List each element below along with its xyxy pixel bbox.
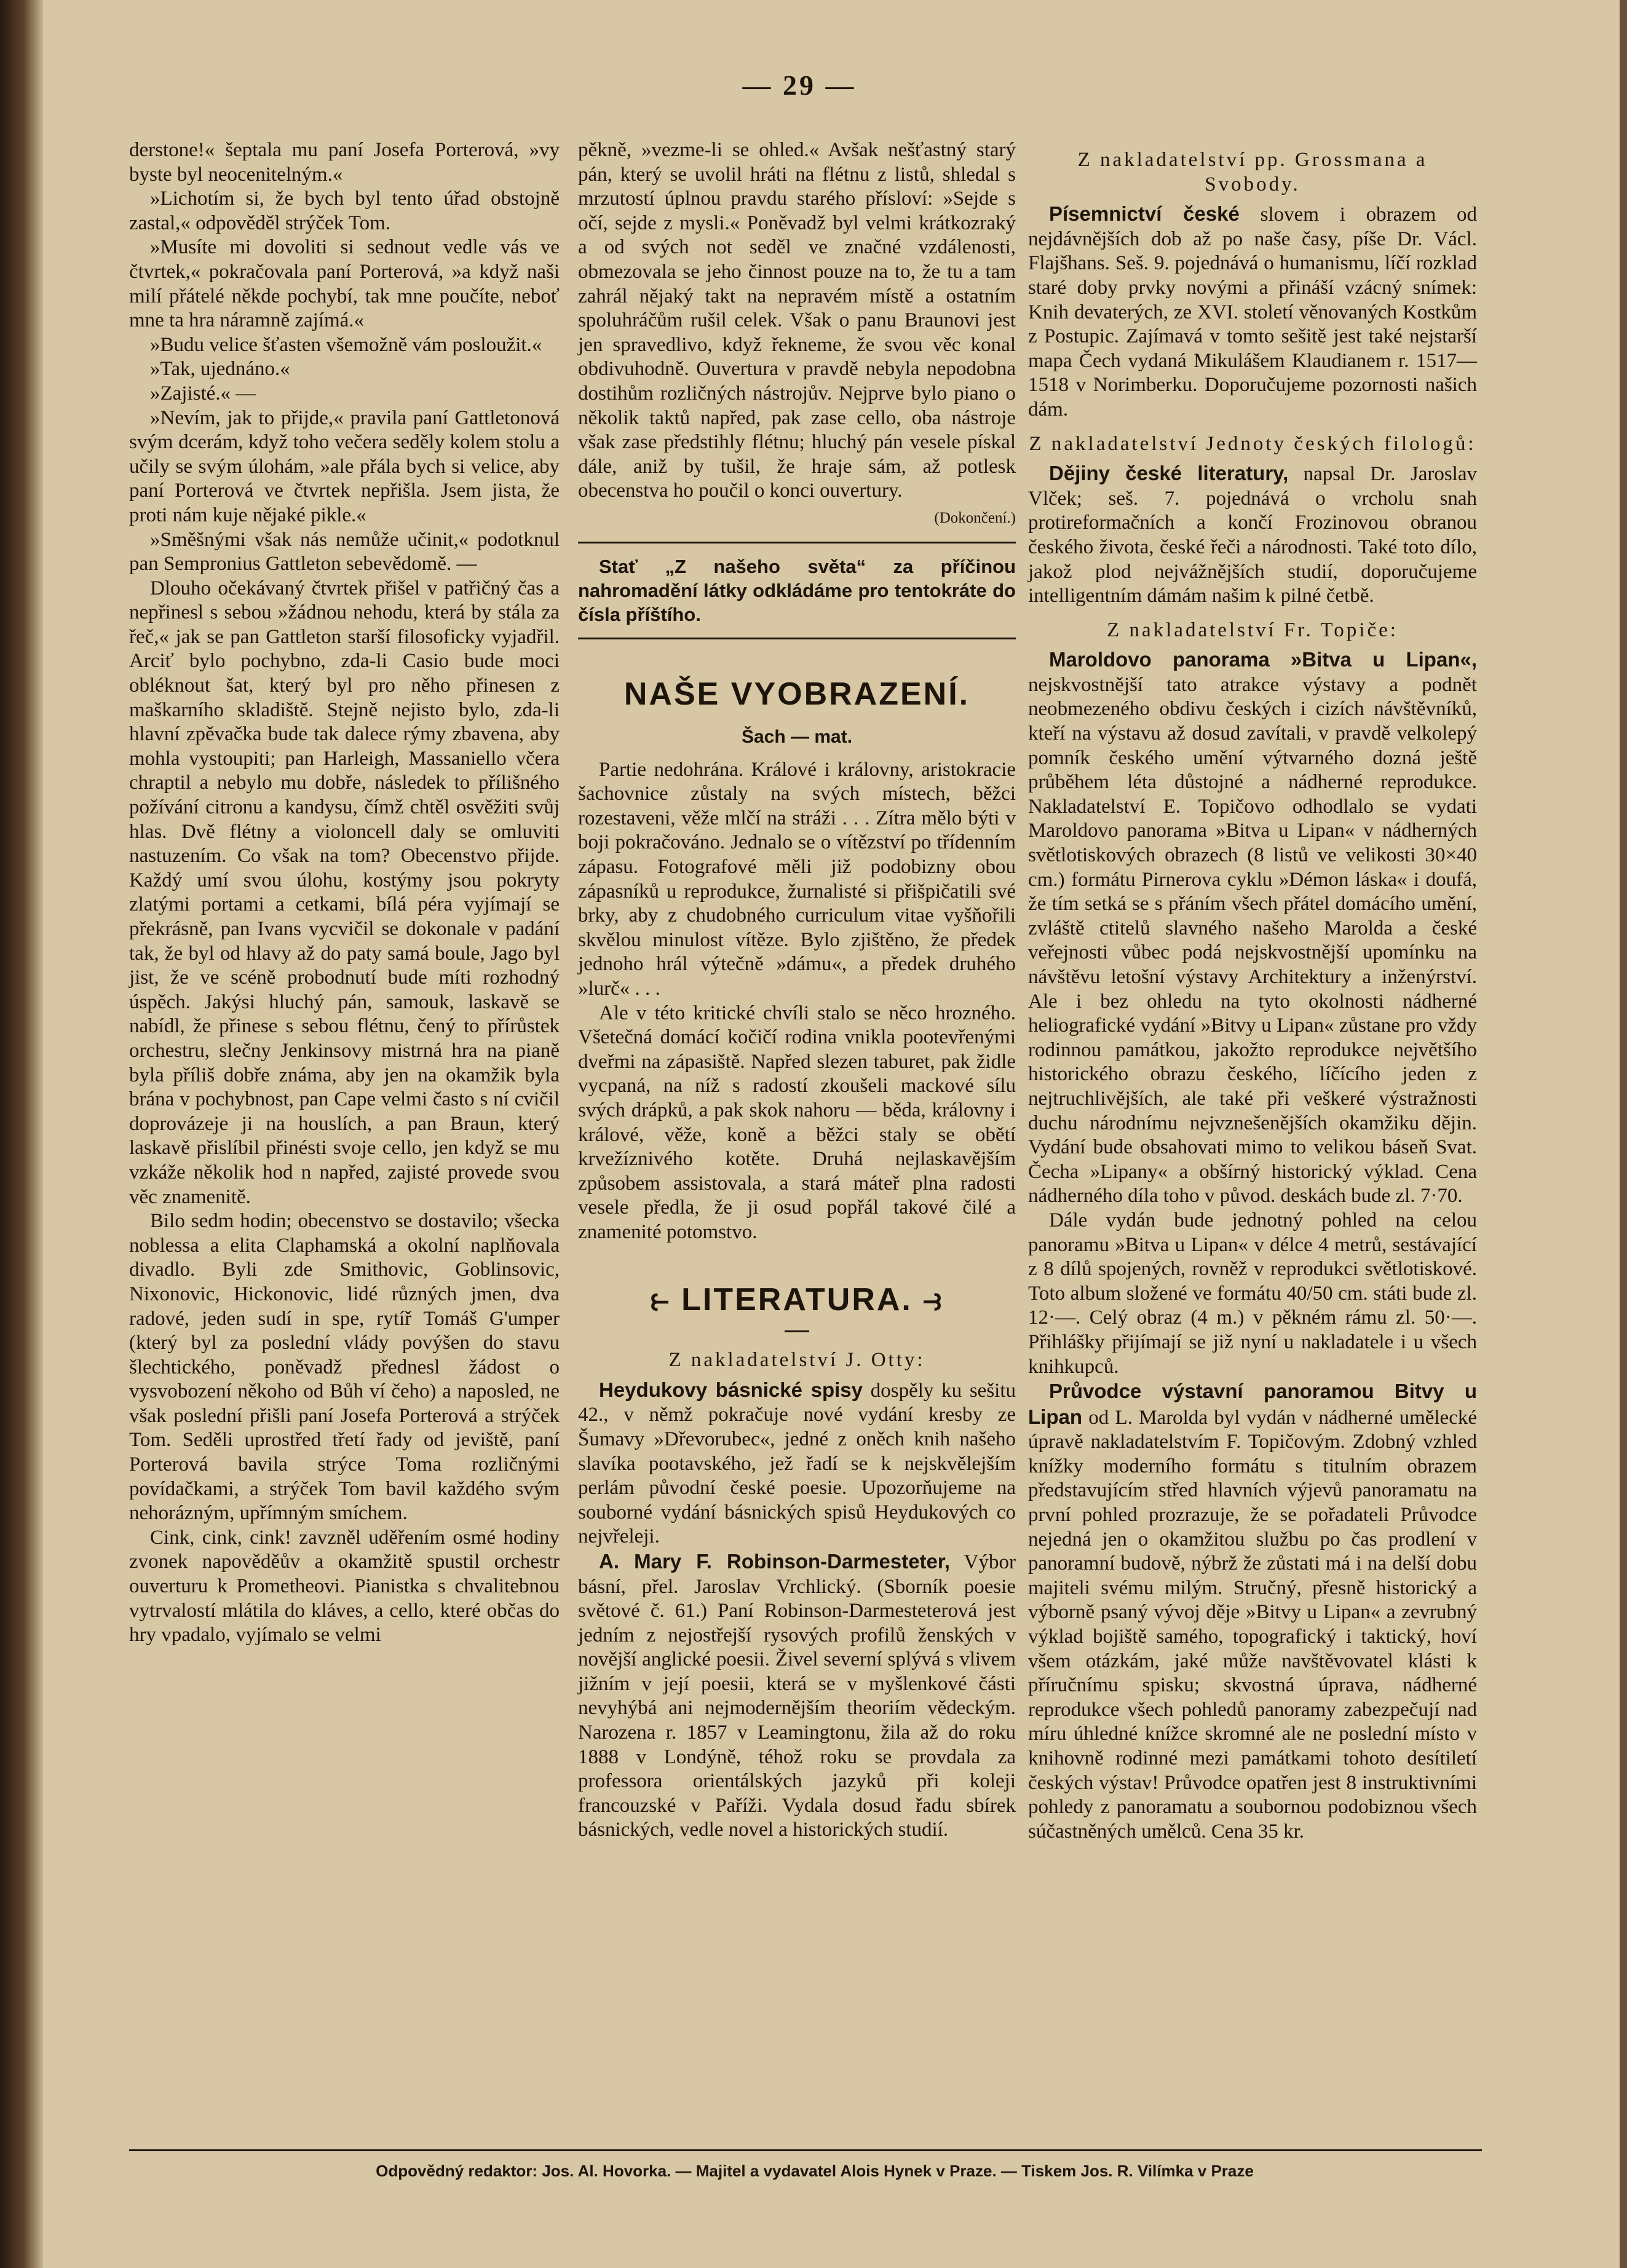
paragraph: derstone!« šeptala mu paní Josefa Porterová, »vy byste byl neocenitelným.«: [129, 139, 560, 186]
paragraph: Bilo sedm hodin; obecenstvo se dostavilo; všecka noblessa a elita Claphamská a okolní naplňovala divadlo. Byli zde Smithovic, Goblinsovic, Nixonovic, Hickonovic, lidé různých jmen, dva radové, jeden sudí in spe, rytíř Tomáš G'umper (který byl za poslední vlády povýšen do stavu šlechtického, poněvadž přednesl žádost o vysvobození někoho od Bůh ví čeho) a naposled, ne však poslední přišli paní Josefa Porterová a strýček Tom. Seděli uprostřed třetí řady od jeviště, paní Porterová bavila strýce Toma rozličnými povídačkami, a strýček Tom bavil každého svým nehorázným, upřímným smíchem.: [129, 1210, 560, 1525]
column-3: [1028, 138, 1477, 1844]
paragraph: »Nevím, jak to přijde,« pravila paní Gattletonová svým dcerám, když toho večera seděly kolem stolu a učily se svým úlohám, »ale přála bych si velice, aby paní Porterová ve čtvrtek nepřišla. Jsem jista, že proti nám kuje nějaké pikle.«: [129, 406, 560, 526]
page-number: — 29 —: [742, 69, 857, 101]
book-title: Maroldovo panorama »Bitva u Lipan«,: [1049, 648, 1477, 671]
divider: [578, 542, 1016, 543]
paragraph: Cink, cink, cink! zavzněl uděřením osmé hodiny zvonek napověděův a okamžitě spustil orchestr ouverturu k Prometheovi. Pianistka s chvalitebnou vytrvalostí mlátila do kláves, a cello, které občas do hry vpadalo, vyjímalo se velmi: [129, 1526, 560, 1646]
paragraph: [1028, 461, 1477, 609]
imprint-footer: Odpovědný redaktor: Jos. Al. Hovorka. — Majitel a vydavatel Alois Hynek v Praze. — Tiskem Jos. R. Vilímka v Praze: [376, 2162, 1254, 2180]
literature-title: LITERATURA.: [681, 1281, 912, 1318]
short-divider: [785, 1330, 809, 1332]
paragraph: »Budu velice šťasten všemožně vám posloužit.«: [150, 333, 542, 356]
continuation-note: (Dokončení.): [934, 509, 1016, 526]
ornament-right-icon: ⥽: [923, 1281, 943, 1318]
editorial-notice: Stať „Z našeho světa“ za příčinou nahromadění látky odkládáme pro tentokráte do čísla příštího.: [578, 555, 1016, 625]
book-spine: [0, 0, 43, 2268]
paragraph: [1028, 1209, 1477, 1379]
divider: [578, 638, 1016, 639]
paragraph: [1028, 202, 1477, 422]
paragraph-text: slovem i obrazem od nejdávnějších dob až po naše časy, píše Dr. Václ. Flajšhans. Seš. 9. pojednává o humanismu, líčí rozklad staré doby prvky novými a přináší vzácný snímek: Knih devaterých, ze XVI. století věnovaných Kostkům z Postupic. Zajímavá v tomto sešitě jest také nejstarší mapa Čech vydaná Mikulášem Klaudianem r. 1517—1518 v Norimberku. Doporučujeme pozornosti našich dám.: [1028, 203, 1478, 421]
paragraph-text: od L. Marolda byl vydán v nádherné umělecké úpravě nakladatelstvím F. Topičovým. Zdobný vzhled knížky moderního formátu s titulním obrazem představujícím střed hlavních výjevů panoramatu na první pohled prozrazuje, že se pořadateli Průvodce nejedná jen o okamžitou službu po čas prodlení v panoramní budově, nýbrž že zůstati má i na delší dobu majiteli svému milým. Stručný, přesně historický a výborně psaný vývoj děje »Bitvy u Lipan« a zevrubný výklad bojiště samého, topografický i taktický, hoví všem otázkám, jaké může navštěvovatel klásti k příručnímu spisku; skvostná úprava, nádherné reprodukce všech pohledů panoramy zabezpečují nad míru úhledné knížce skromné ale ne poslední místo v knihovně rodinné mezi památkami tohoto desítiletí českých výstav! Průvodce opatřen jest 8 instruktivními pohledy z panoramatu a soubornou podobiznou všech súčastněných umělců. Cena 35 kr.: [1028, 1406, 1477, 1843]
paragraph: »Lichotím si, že bych byl tento úřad obstojně zastal,« odpověděl strýček Tom.: [129, 188, 560, 234]
section-title-pictures: NAŠE VYOBRAZENÍ.: [623, 676, 970, 712]
paragraph-text: nejskvostnější tato atrakce výstavy a podnět neobmezeného obdivu českých i cizích návštěvníků, kteří na výstavu až dosud zavítali, v pravdě velkolepý pomník českého umění výtvarného dozná ještě průběhem léta důstojné a nádherné reprodukce. Nakladatelství E. Topičovo odhodlalo se vydati Maroldovo panorama »Bitva u Lipan« v nádherných světlotiskových obrazech (8 listů ve velikosti 30×40 cm.) formátu Pirnerova cyklu »Démon láska« i doufá, že tím setká se s přáním všech přátel domácího umění, zvláště ctitelů slavného našeho Marolda a české veřejnosti vůbec podá nejskvostnější upomínku na návštěvu letošní výstavy Architektury a inženýrství. Ale i bez ohledu na tyto okolnosti nádherné heliografické vydání »Bitvy u Lipan« zůstane pro vždy rodinnou památkou, jakožto reprodukce největšího historického obrazu českého, líčícího jeden z nejtruchlivějších, ale také při veškeré výstražnosti duchu národnímu nejvznešenějších okamžiku dějin. Vydání bude obsahovati mimo to velikou báseň Svat. Čecha »Lipany« a obšírný historický výklad. Cena nádherného díla toho v původ. deskách bude zl. 7·70.: [1028, 673, 1477, 1207]
paragraph: »Tak, ujednáno.«: [150, 358, 290, 381]
publisher-heading: Z nakladatelství Fr. Topiče:: [1107, 618, 1398, 641]
paragraph-text: napsal Dr. Jaroslav Vlček; seš. 7. pojednává o vrcholu snah protireformačních a končí Frozinovou obranou českého života, české řeči a národnosti. Také toto dílo, jakož plod nejvážnějších studií, doporučujeme intelligentním dámám našim k pilné četbě.: [1028, 463, 1477, 607]
paragraph-text: Výbor básní, přel. Jaroslav Vrchlický. (Sborník poesie světové č. 61.) Paní Robinson-Darmesteterová jest jedním z nejostřejší rysových profilů ženských v novější anglické poesii. Živel severní splývá s vlivem jižním v její poesii, která se v myšlenkové části nevyhýbá ani nejmodernějším theoriím vědeckým. Narozena r. 1857 v Leamingtonu, žila až do roku 1888 v Londýně, téhož roku se provdala za professora orientálských jazyků při koleji francouzské v Paříži. Vydala dosud řadu sbírek básnických, vedle novel a historických studií.: [578, 1551, 1016, 1841]
paragraph: [578, 1549, 1016, 1843]
paragraph: Dlouho očekávaný čtvrtek přišel v patřičný čas a nepřinesl s sebou »žádnou nehodu, která by stála za řeč,« jak se pan Gattleton starší filosoficky vyjadřil. Arciť bylo pochybno, zda-li Casio bude moci obléknout šat, který byl pro něho přinesen z maškarního skladiště. Stejně nejisto bylo, zda-li hlavní zpěvačka bude tak dalece rýmy zbavena, aby mohla vystoupiti; pan Harleigh, Massaniello včera chraptil a nebylo mu dobře, následek to přílišného požívání citronu a kandysu, čímž chtěl osvěžiti svůj hlas. Dvě flétny a violoncell daly se omluviti nastuzením. Co však na tom? Obecenstvo přijde. Každý umí svou úlohu, kostýmy jsou pokryty zlatými portami a cetkami, bílá péra vyjímají se překrásně, pan Ivans vycvičil se dokonale v padání tak, že byl od hlavy až do paty samá boule, Jago byl jist, že ve scéně probodnutí bude míti rozhodný úspěch. Jakýsi hluchý pán, samouk, laskavě se nabídl, že přinese s sebou flétnu, čený to přírůstek orchestru, slečny Jenkinsovy mistrná hra na pianě byla příliš dobře známa, aby jen na okamžik byla brána v pochybnost, pan Cape velmi často s ní cvičil doprovázeje ji na houslích, a pan Braun, který laskavě přislíbil přinésti svoje cello, jen když se mu vzkáže několik hod n napřed, zajisté provede svou věc znamenitě.: [129, 577, 560, 1208]
paragraph: [1028, 647, 1477, 1209]
paragraph-text: Dále vydán bude jednotný pohled na celou panoramu »Bitva u Lipan« v délce 4 metrů, sestávající z 8 dílů spojených, rovněž v reprodukci světlotiskové. Toto album složené ve formátu 40/50 cm. státi bude zl. 12·—. Celý obraz (4 m.) v pěkném rámu zl. 50·—. Přihlášky přijímají se již nyní u nakladatele i u všech knihkupců.: [1028, 1209, 1477, 1378]
book-title: Dějiny české literatury,: [1049, 462, 1289, 485]
paragraph: »Musíte mi dovoliti si sednout vedle vás ve čtvrtek,« pokračovala paní Porterová, »a když naši milí přátelé někde pochybí, tak mne poučíte, neboť mne ta hra náramně zajímá.«: [129, 236, 560, 332]
page-edge: [1620, 0, 1627, 2268]
paragraph: Partie nedohrána. Králové i královny, aristokracie šachovnice zůstaly na svých místech, běžci rozestaveni, věže mlčí na stráži . . . Zítra mělo býti v boji pokračováno. Jednalo se o vítězství po třídenním zápasu. Fotografové měli již podobizny obou zápasníků u reprodukce, žurnalisté si přišpičatili své brky, aby z chudobného curriculum vitae vyšňořili skvělou minulost vítěze. Bylo zjištěno, že předek jednoho hrál výtečně »dámu«, a předek druhého »lurč« . . .: [578, 758, 1016, 1000]
book-title: Písemnictví české: [1049, 202, 1240, 226]
paragraph: »Zajisté.« —: [150, 382, 256, 405]
publisher-heading: Z nakladatelství Jednoty českých filologů:: [1029, 432, 1476, 455]
ornament-left-icon: ⥼: [651, 1281, 671, 1318]
column-2: [578, 138, 1016, 1843]
paragraph: [1028, 1379, 1477, 1844]
paragraph-text: dospěly ku sešitu 42., v němž pokračuje nové vydání kresby ze Šumavy »Dřevorubec«, jedné z oněch knih našeho slavíka pootavského, jež řadí se k nejskvělejším perlám původní české poesie. Upozorňujeme na souborné vydání básnických spisů Heydukových co nejvřeleji.: [578, 1379, 1016, 1548]
book-title: Heydukovy básnické spisy: [599, 1378, 863, 1401]
paragraph: pěkně, »vezme-li se ohled.« Avšak nešťastný starý pán, který se uvolil hráti na flétnu z listů, shledal s mrzutostí úplnou pravdu starého přísloví: »Sejde s očí, sejde z mysli.« Poněvadž byl velmi krátkozraký a od svých not seděl ve značné vzdálenosti, obmezovala se jeho činnost pouze na to, že tu a tam zahrál nějaký takt na nepravém místě a ostatním spoluhráčům rušil celek. Však o panu Braunovi jest jen spravedlivo, když řekneme, že svou věc konal obdivuhodně. Ouvertura v pravdě nebyla nepodobna dostihům rozličných nástrojův. Nejprve bylo piano o několik taktů napřed, pak zase cello, oba nástroje však zase předstihly flétnu; hluchý pán vesele pískal dále, aniž by tušil, že hraje sám, až potlesk obecenstva ho poučil o konci ouvertury.: [578, 139, 1016, 502]
publisher-heading: Z nakladatelství J. Otty:: [668, 1349, 925, 1372]
section-subtitle: Šach — mat.: [741, 727, 853, 748]
section-title-literature: [578, 1281, 1016, 1318]
paragraph: Ale v této kritické chvíli stalo se něco hrozného. Všetečná domácí kočičí rodina vnikla pootevřenými dveřmi na zápasiště. Napřed slezen taburet, pak židle vycpaná, na níž s radostí zkoušeli mackové sílu svých drápků, a pak skok nahoru — běda, královny i králové, věže, koně a běžci staly se obětí krvežíznivého kotěte. Druhá nejlaskavějším způsobem assistovala, a stará máteř plna radosti vesele předla, že ji osud popřál takové čilé a znamenité potomstvo.: [578, 1002, 1016, 1243]
paragraph: [578, 1378, 1016, 1549]
paragraph: »Směšnými však nás nemůže učinit,« podotknul pan Sempronius Gattleton sebevědomě. —: [129, 528, 560, 575]
column-1: [129, 138, 560, 1648]
book-title: A. Mary F. Robinson-Darmesteter,: [599, 1549, 951, 1573]
footer-rule: [129, 2149, 1482, 2151]
book-title: Průvodce výstavní panoramou Bitvy u Lipan: [1028, 1380, 1477, 1428]
publisher-heading: Z nakladatelství pp. Grossmana a Svobody.: [1077, 149, 1428, 196]
